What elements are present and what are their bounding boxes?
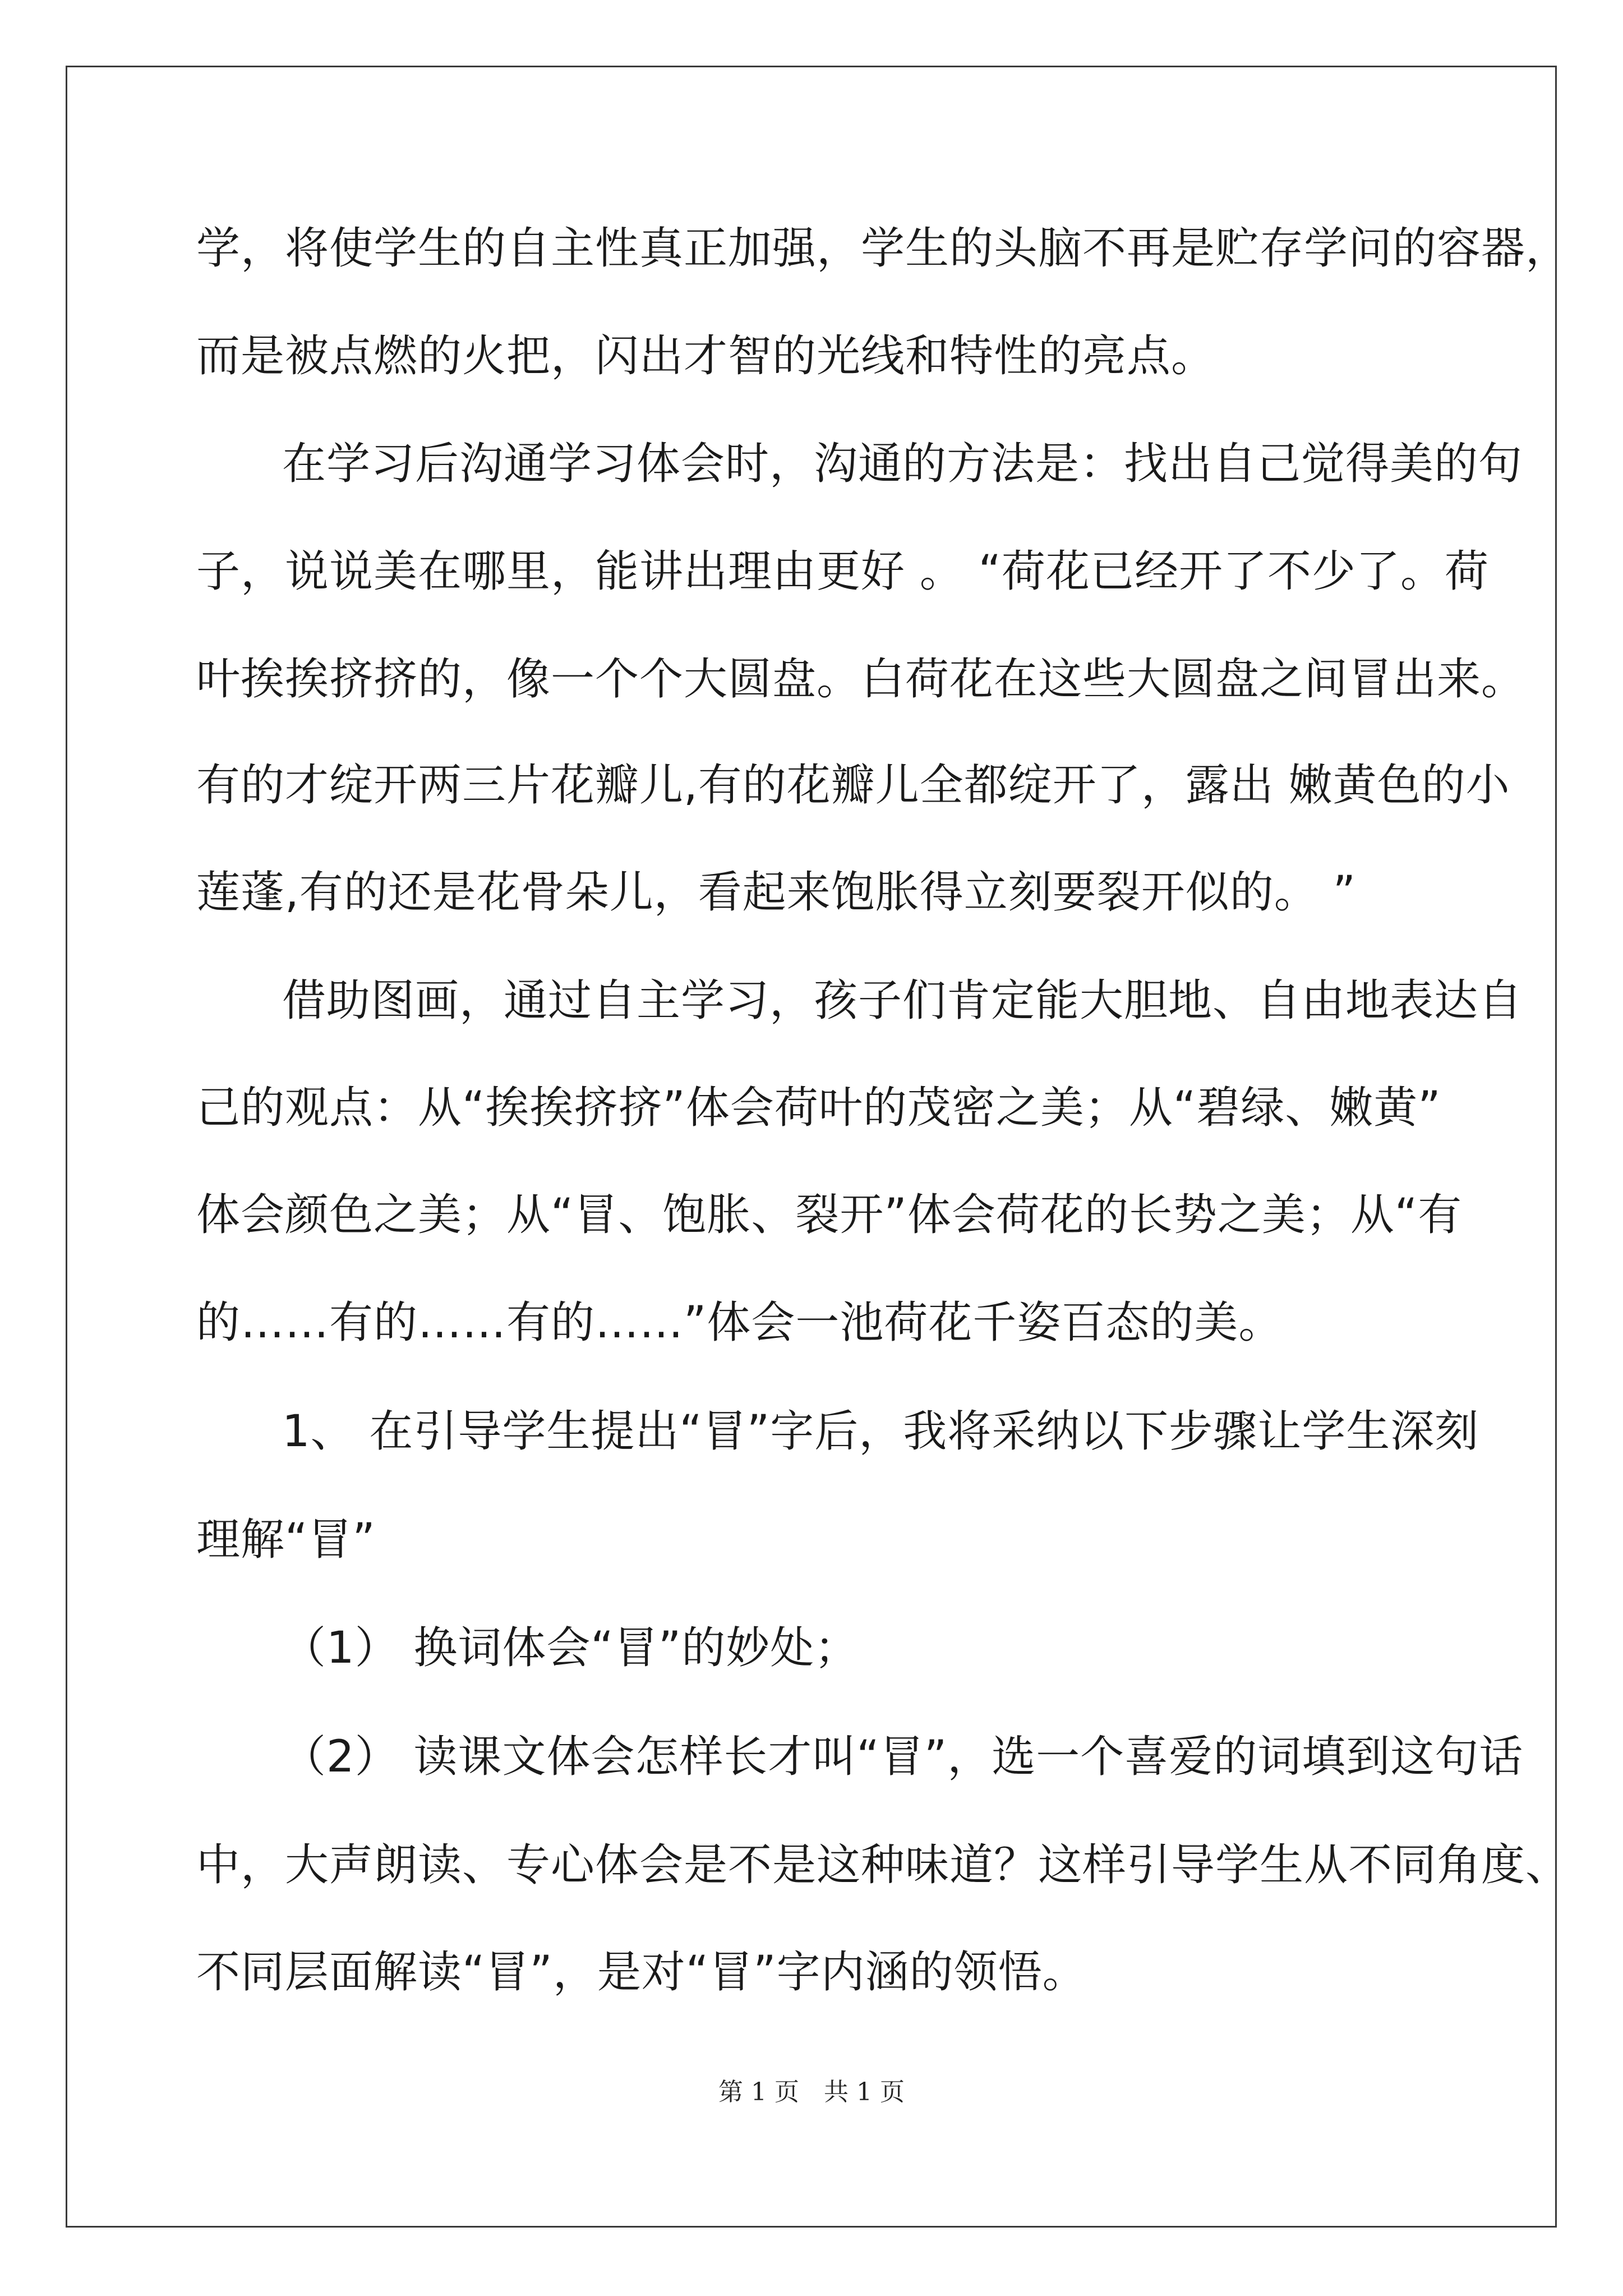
text-line-12: 1、 在引导学生提出“冒”字后，我将采纳以下步骤让学生深刻	[282, 1406, 1479, 1457]
text-line-3: 在学习后沟通学习体会时，沟通的方法是：找出自己觉得美的句	[282, 439, 1523, 489]
text-line-15: （2） 读课文体会怎样长才叫“冒”，选一个喜爱的词填到这句话	[282, 1732, 1524, 1782]
text-line-1: 学，将使学生的自主性真正加强，学生的头脑不再是贮存学问的容器，	[196, 223, 1570, 274]
text-line-14: （1） 换词体会“冒”的妙处；	[282, 1623, 859, 1673]
text-line-5: 叶挨挨挤挤的，像一个个大圆盘。白荷花在这些大圆盘之间冒出来。	[196, 654, 1526, 705]
text-line-11: 的……有的……有的……”体会一池荷花千姿百态的美。	[196, 1297, 1283, 1348]
text-line-16: 中，大声朗读、专心体会是不是这种味道？这样引导学生从不同角度、	[196, 1840, 1570, 1890]
text-line-8: 借助图画，通过自主学习，孩子们肯定能大胆地、自由地表达自	[282, 976, 1523, 1026]
text-line-13: 理解“冒”	[196, 1515, 376, 1565]
text-line-4: 子，说说美在哪里，能讲出理由更好 。 “荷花已经开了不少了。荷	[196, 546, 1489, 597]
page-border	[66, 66, 1557, 2228]
text-line-2: 而是被点燃的火把，闪出才智的光线和特性的亮点。	[196, 331, 1216, 381]
text-line-6: 有的才绽开两三片花瓣儿,有的花瓣儿全都绽开了，露出 嫩黄色的小	[196, 760, 1510, 811]
text-line-17: 不同层面解读“冒”，是对“冒”字内涵的领悟。	[196, 1947, 1087, 1998]
page-footer: 第 1 页 共 1 页	[718, 2078, 905, 2106]
text-line-7: 莲蓬,有的还是花骨朵儿，看起来饱胀得立刻要裂开似的。 ”	[196, 867, 1356, 918]
text-line-9: 己的观点：从“挨挨挤挤”体会荷叶的茂密之美；从“碧绿、嫩黄”	[196, 1083, 1441, 1133]
text-line-10: 体会颜色之美；从“冒、饱胀、裂开”体会荷花的长势之美；从“有	[196, 1190, 1463, 1240]
